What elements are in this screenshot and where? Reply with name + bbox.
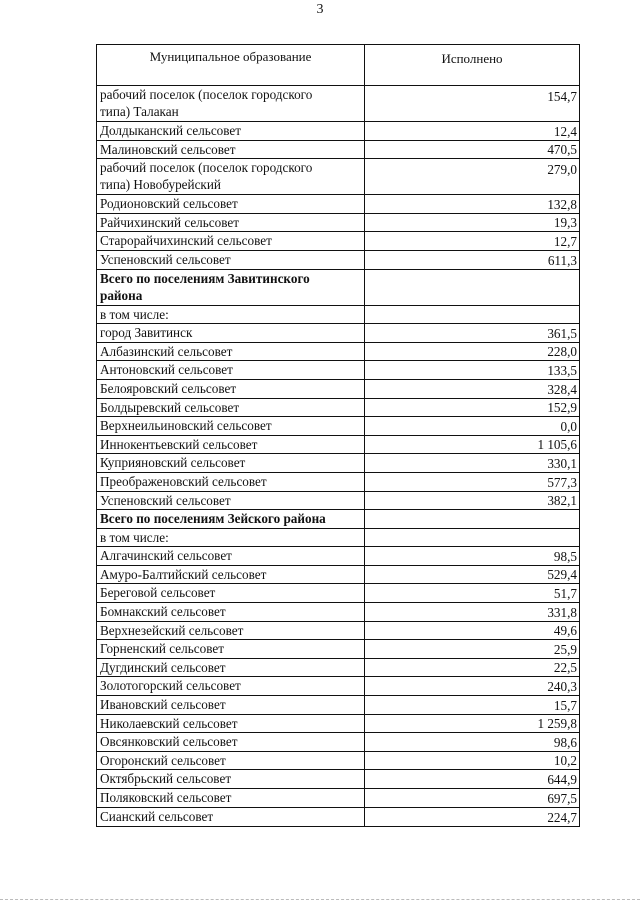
table-row xyxy=(97,436,579,455)
executed-value: 224,7 xyxy=(547,810,577,826)
executed-value: 154,7 xyxy=(547,89,577,104)
municipality-name: Бомнакский сельсовет xyxy=(97,603,365,621)
executed-value: 382,1 xyxy=(547,493,577,509)
municipality-name: Дугдинский сельсовет xyxy=(97,659,365,677)
table-row xyxy=(97,584,579,603)
executed-value: 240,3 xyxy=(547,679,577,695)
municipality-name: в том числе: xyxy=(97,306,365,324)
executed-value xyxy=(365,306,579,324)
executed-value: 133,5 xyxy=(547,362,577,378)
executed-value: 15,7 xyxy=(553,697,577,713)
municipality-name: Горненский сельсовет xyxy=(97,640,365,658)
table-row xyxy=(97,566,579,585)
municipality-name: Овсянковский сельсовет xyxy=(97,733,365,751)
municipality-name: Албазинский сельсовет xyxy=(97,343,365,361)
executed-value: 132,8 xyxy=(547,196,577,212)
executed-value: 1 259,8 xyxy=(537,716,577,732)
scan-edge-line xyxy=(0,899,640,901)
table-header xyxy=(97,45,579,86)
table-row xyxy=(97,789,579,808)
executed-value: 611,3 xyxy=(547,252,577,268)
municipality-name: Сианский сельсовет xyxy=(97,808,365,827)
municipality-name: Поляковский сельсовет xyxy=(97,789,365,807)
municipality-name: Родионовский сельсовет xyxy=(97,195,365,213)
municipality-name: Николаевский сельсовет xyxy=(97,715,365,733)
municipality-name: Старорайчихинский сельсовет xyxy=(97,232,365,250)
table-row xyxy=(97,251,579,270)
municipality-name: Малиновский сельсовет xyxy=(97,141,365,159)
municipality-name: Береговой сельсовет xyxy=(97,584,365,602)
executed-value: 98,6 xyxy=(553,734,577,750)
municipality-name: город Завитинск xyxy=(97,324,365,342)
table-row xyxy=(97,640,579,659)
table-row xyxy=(97,343,579,362)
table-row xyxy=(97,529,579,548)
municipality-name: Белояровский сельсовет xyxy=(97,380,365,398)
executed-value: 25,9 xyxy=(553,641,577,657)
municipality-name: Райчихинский сельсовет xyxy=(97,214,365,232)
municipality-name: Иннокентьевский сельсовет xyxy=(97,436,365,454)
table-row xyxy=(97,659,579,678)
executed-value: 697,5 xyxy=(547,790,577,806)
executed-value: 98,5 xyxy=(553,548,577,564)
table-row xyxy=(97,159,579,195)
table-row xyxy=(97,195,579,214)
header-municipality: Муниципальное образование xyxy=(97,45,365,85)
executed-value: 152,9 xyxy=(547,400,577,416)
table-row xyxy=(97,770,579,789)
page-number: 3 xyxy=(316,2,324,17)
table-row xyxy=(97,808,579,827)
executed-value: 228,0 xyxy=(547,344,577,360)
municipality-name: Золотогорский сельсовет xyxy=(97,677,365,695)
municipality-name: Ивановский сельсовет xyxy=(97,696,365,714)
municipality-name: рабочий поселок (поселок городского типа) Новобурейский xyxy=(97,159,365,194)
municipality-name: Алгачинский сельсовет xyxy=(97,547,365,565)
table-row xyxy=(97,677,579,696)
municipality-name: Болдыревский сельсовет xyxy=(97,399,365,417)
table-row xyxy=(97,232,579,251)
table-row xyxy=(97,473,579,492)
executed-value: 529,4 xyxy=(547,567,577,583)
table-row xyxy=(97,715,579,734)
executed-value: 331,8 xyxy=(547,604,577,620)
municipality-name: Антоновский сельсовет xyxy=(97,361,365,379)
municipality-name: Верхнеильиновский сельсовет xyxy=(97,417,365,435)
table-row xyxy=(97,752,579,771)
executed-value: 10,2 xyxy=(553,753,577,769)
table-row xyxy=(97,86,579,122)
executed-value: 470,5 xyxy=(547,142,577,158)
municipality-name: Долдыканский сельсовет xyxy=(97,122,365,140)
municipality-name: в том числе: xyxy=(97,529,365,547)
table-row xyxy=(97,547,579,566)
executed-value: 1 105,6 xyxy=(537,437,577,453)
header-executed: Исполнено xyxy=(441,51,503,66)
municipality-name: Верхнезейский сельсовет xyxy=(97,622,365,640)
municipality-name: Куприяновский сельсовет xyxy=(97,454,365,472)
municipality-name: Всего по поселениям Завитинского района xyxy=(97,270,365,305)
municipality-name: Успеновский сельсовет xyxy=(97,251,365,269)
executed-value xyxy=(365,529,579,547)
table-row xyxy=(97,380,579,399)
table-row xyxy=(97,361,579,380)
table-row xyxy=(97,399,579,418)
executed-value xyxy=(365,510,579,528)
executed-value: 22,5 xyxy=(553,660,577,676)
executed-value: 19,3 xyxy=(553,215,577,231)
table-row xyxy=(97,306,579,325)
municipality-name: Успеновский сельсовет xyxy=(97,492,365,510)
table-row xyxy=(97,492,579,511)
municipality-name: рабочий поселок (поселок городского типа) Талакан xyxy=(97,86,365,121)
table-row xyxy=(97,622,579,641)
table-row xyxy=(97,510,579,529)
executed-value: 12,4 xyxy=(553,123,577,139)
executed-value: 12,7 xyxy=(553,233,577,249)
table-row xyxy=(97,454,579,473)
table-row xyxy=(97,733,579,752)
table-row xyxy=(97,324,579,343)
budget-table xyxy=(96,44,580,827)
executed-value: 49,6 xyxy=(553,623,577,639)
table-row xyxy=(97,270,579,306)
municipality-name: Октябрьский сельсовет xyxy=(97,770,365,788)
table-row xyxy=(97,696,579,715)
executed-value: 51,7 xyxy=(553,586,577,602)
executed-value xyxy=(365,270,579,305)
executed-value: 330,1 xyxy=(547,455,577,471)
table-row xyxy=(97,214,579,233)
executed-value: 328,4 xyxy=(547,381,577,397)
municipality-name: Преображеновский сельсовет xyxy=(97,473,365,491)
table-row xyxy=(97,122,579,141)
executed-value: 644,9 xyxy=(547,772,577,787)
table-body xyxy=(97,86,579,826)
table-row xyxy=(97,603,579,622)
executed-value: 361,5 xyxy=(547,325,577,341)
municipality-name: Всего по поселениям Зейского района xyxy=(97,510,365,528)
executed-value: 279,0 xyxy=(547,162,577,178)
municipality-name: Амуро-Балтийский сельсовет xyxy=(97,566,365,584)
table-row xyxy=(97,417,579,436)
municipality-name: Огоронский сельсовет xyxy=(97,752,365,770)
table-row xyxy=(97,141,579,160)
executed-value: 0,0 xyxy=(560,418,577,434)
executed-value: 577,3 xyxy=(547,474,577,490)
